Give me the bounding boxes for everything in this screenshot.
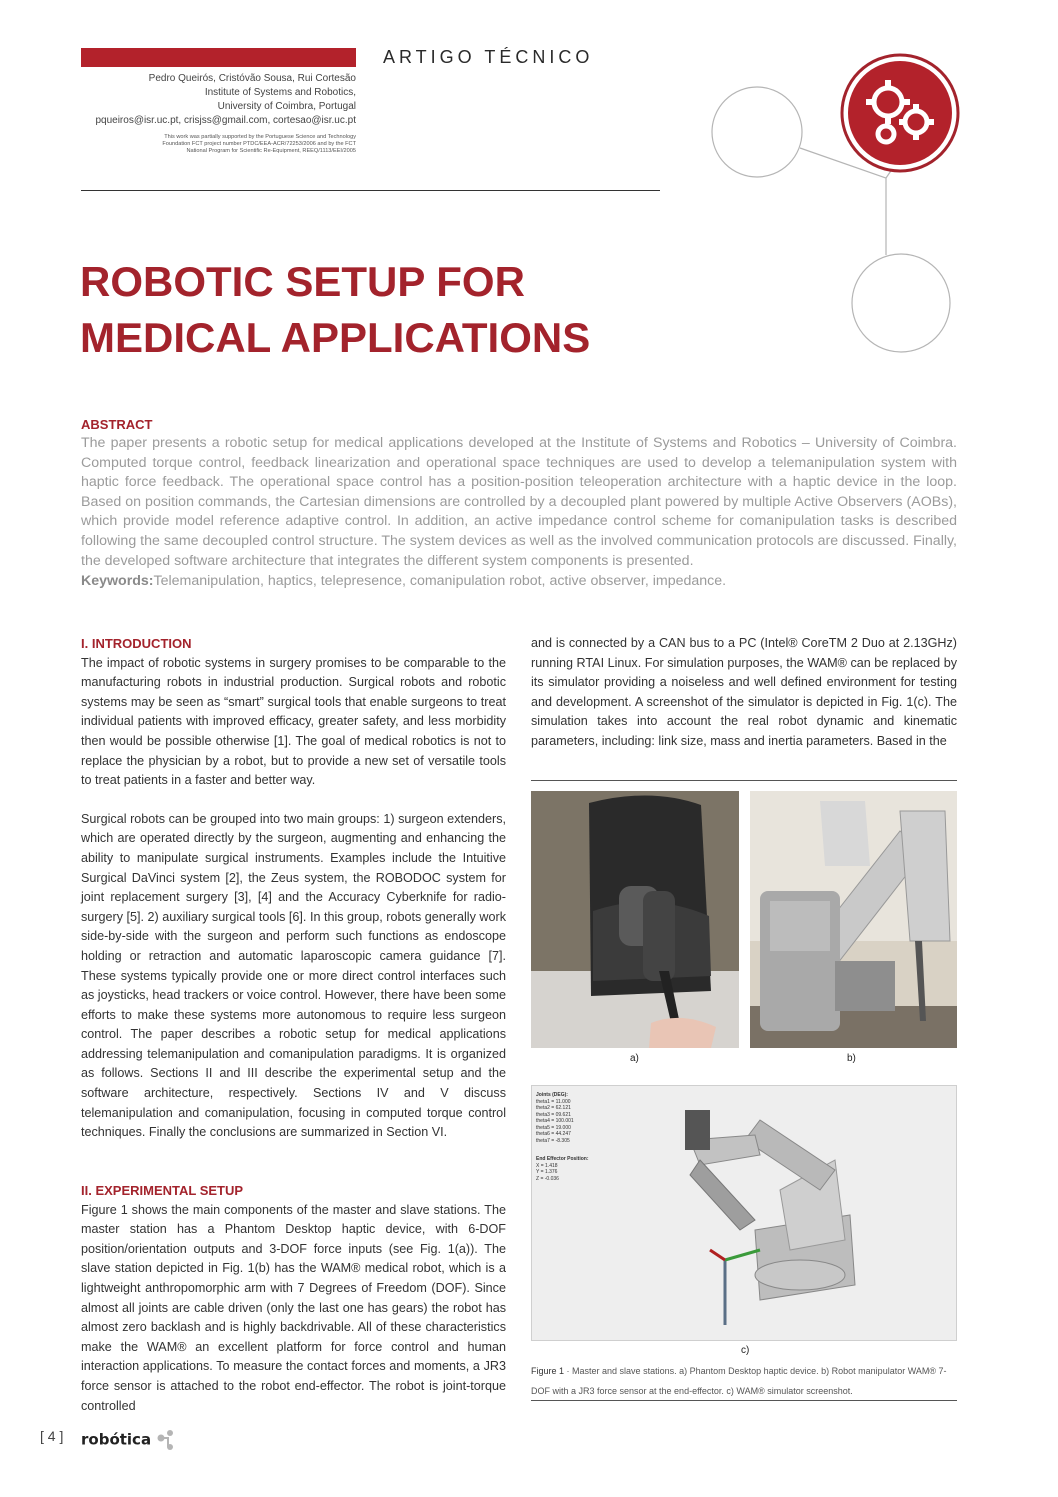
setup-heading: II. EXPERIMENTAL SETUP xyxy=(81,1183,244,1198)
abstract-heading: ABSTRACT xyxy=(81,417,153,432)
title-line-1: ROBOTIC SETUP FOR xyxy=(80,258,525,305)
sim-joint-1: theta1 = 11.000 xyxy=(536,1098,571,1105)
emails: pqueiros@isr.uc.pt, crisjss@gmail.com, cortesao@isr.uc.pt xyxy=(95,115,356,126)
paragraph-spacer xyxy=(81,791,506,810)
simulator-readout xyxy=(536,1092,589,1182)
sim-spacer xyxy=(536,1144,589,1156)
sim-ee-z: Z = -0.036 xyxy=(536,1175,559,1182)
intro-paragraph-1: The impact of robotic systems in surgery promises to be comparable to the manufacturing robots in industrial production. Surgical robots and robotic systems may be seen as “smart” surgical tools that enable surgeons to treat individual patients with improved efficacy, greater safety, and less morbidity then would be possible otherwise [1]. The goal of medical robotics is not to replace the physician by a robot, but to provide a new set of versatile tools to treat patients in a faster and better way. xyxy=(81,655,506,788)
phantom-device-photo xyxy=(531,791,739,1048)
caption-text: · Master and slave stations. a) Phantom Desktop haptic device. b) Robot manipulator WAM® 7-DOF with a JR3 force sensor at the end-effector. c) WAM® simulator screenshot. xyxy=(531,1366,947,1396)
sim-joint-3: theta3 = 09.621 xyxy=(536,1111,571,1118)
header-rule xyxy=(81,190,660,191)
section-label: ARTIGO TÉCNICO xyxy=(383,47,594,67)
ack-line-2: Foundation FCT project number PTDC/EEA-ACR/72253/2006 and by the FCT xyxy=(162,141,356,147)
caption-rule xyxy=(531,1400,957,1401)
acknowledgement xyxy=(81,134,356,155)
abstract-text: The paper presents a robotic setup for medical applications developed at the Institute of Systems and Robotics – University of Coimbra. Computed torque control, feedback linearization and operational space techniques are used to develop a telemanipulation system with haptic force feedback. The operational space control has a position-position teleoperation architecture with a haptic device in the loop. Based on position commands, the Cartesian dimensions are controlled by a decoupled plant powered by multiple Active Observers (AOBs), which provide model reference adaptive control. In addition, an active impedance control scheme for comanipulation tasks is described following the same decoupled control structure. The system devices as well as the involved communication protocols are discussed. Finally, the developed software architecture that integrates the different system components is presented. xyxy=(81,435,957,569)
brand-name: robótica xyxy=(81,1430,152,1449)
sim-joints-title: Joints (DEG): xyxy=(536,1092,568,1098)
article-title xyxy=(80,254,590,366)
ack-line-3: National Program for Scientific Re-Equipment, REEQ/1113/EEI/2005 xyxy=(186,148,356,154)
keywords-text: Telemanipulation, haptics, telepresence, comanipulation robot, active observer, impedance. xyxy=(153,573,727,589)
ack-line-1: This work was partially supported by the Portuguese Science and Technology xyxy=(164,134,356,140)
sim-joint-7: theta7 = -8.305 xyxy=(536,1137,570,1144)
title-line-2: MEDICAL APPLICATIONS xyxy=(80,314,591,361)
page-number: [ 4 ] xyxy=(40,1428,64,1444)
figure-label-c: c) xyxy=(741,1345,750,1356)
caption-label: Figure 1 xyxy=(531,1366,565,1376)
keywords xyxy=(81,572,957,591)
figure-label-a: a) xyxy=(630,1053,639,1064)
simulated-robot-render xyxy=(660,1100,870,1335)
sim-joint-2: theta2 = 62.121 xyxy=(536,1105,571,1111)
setup-section xyxy=(81,1181,506,1416)
figure-label-b: b) xyxy=(847,1053,856,1064)
sim-ee-title: End Effector Position: xyxy=(536,1156,589,1162)
gears-logo-graphic xyxy=(700,30,960,365)
sim-ee-y: Y = 1.376 xyxy=(536,1169,558,1175)
header-red-bar xyxy=(81,48,356,67)
sim-joint-6: theta6 = 44.247 xyxy=(536,1131,571,1137)
brand-logo xyxy=(81,1429,178,1451)
introduction-section xyxy=(81,634,506,1143)
keywords-label: Keywords: xyxy=(81,573,154,589)
intro-heading: I. INTRODUCTION xyxy=(81,636,192,651)
figure-top-rule xyxy=(531,780,957,781)
wam-robot-photo xyxy=(750,791,957,1048)
university: University of Coimbra, Portugal xyxy=(217,101,356,112)
intro-paragraph-2: Surgical robots can be grouped into two main groups: 1) surgeon extenders, which are operated directly by the surgeon, augmenting and enhancing the ability to manipulate surgical instruments. Examples include the Intuitive Surgical DaVinci system [2], the Zeus system, the ROBODOC system for joint replacement surgery [3], [4] and the Accuracy Cyberknife for radio-surgery [5]. 2) auxiliary surgical tools [6]. In this group, robots generally work side-by-side with the surgeon and perform such functions as endoscope holding or retraction and automatic laparoscopic camera guidance [7]. These systems typically provide one or more direct control interfaces such as joysticks, head trackers or voice control. However, there have been some efforts to make these systems more autonomous to require less surgeon control. The paper describes a robotic setup for medical applications addressing telemanipulation and comanipulation paradigms. It is organized as follows. Sections II and III describe the experimental setup and the software architecture, respectively. Sections IV and V discuss telemanipulation and comanipulation, focusing in computed torque control techniques. Finally the conclusions are summarized in Section VI. xyxy=(81,811,506,1140)
brand-logo-icon xyxy=(156,1429,178,1451)
sim-ee-x: X = 1.418 xyxy=(536,1162,558,1169)
sim-joint-4: theta4 = 100.001 xyxy=(536,1118,574,1124)
author-block xyxy=(81,72,356,155)
authors: Pedro Queirós, Cristóvão Sousa, Rui Cortesão xyxy=(148,73,356,84)
institute: Institute of Systems and Robotics, xyxy=(204,87,356,98)
setup-paragraph-2: and is connected by a CAN bus to a PC (Intel® CoreTM 2 Duo at 2.13GHz) running RTAI Linux. For simulation purposes, the WAM® can be replaced by its simulator providing a noiseless and well defined environment for testing and development. A screenshot of the simulator is depicted in Fig. 1(c). The simulation takes into account the real robot dynamic and kinematic parameters, including: link size, mass and inertia parameters. Based in the xyxy=(531,636,957,748)
sim-joint-5: theta5 = 19.000 xyxy=(536,1124,571,1131)
figure-caption xyxy=(531,1361,957,1401)
setup-paragraph-1: Figure 1 shows the main components of the master and slave stations. The master station has a Phantom Desktop haptic device, with 6-DOF position/orientation outputs and 3-DOF force inputs (see Fig. 1(a)). The slave station depicted in Fig. 1(b) has the WAM® medical robot, which is a lightweight anthropomorphic arm with 7 Degrees of Freedom (DOF). Since almost all joints are cable driven (only the last one has gears) the robot has almost zero backlash and is highly backdrivable. All of these characteristics make the WAM® an excellent platform for force control and human interaction applications. To measure the contact forces and moments, a JR3 force sensor is attached to the robot end-effector. The robot is joint-torque controlled xyxy=(81,1202,506,1413)
